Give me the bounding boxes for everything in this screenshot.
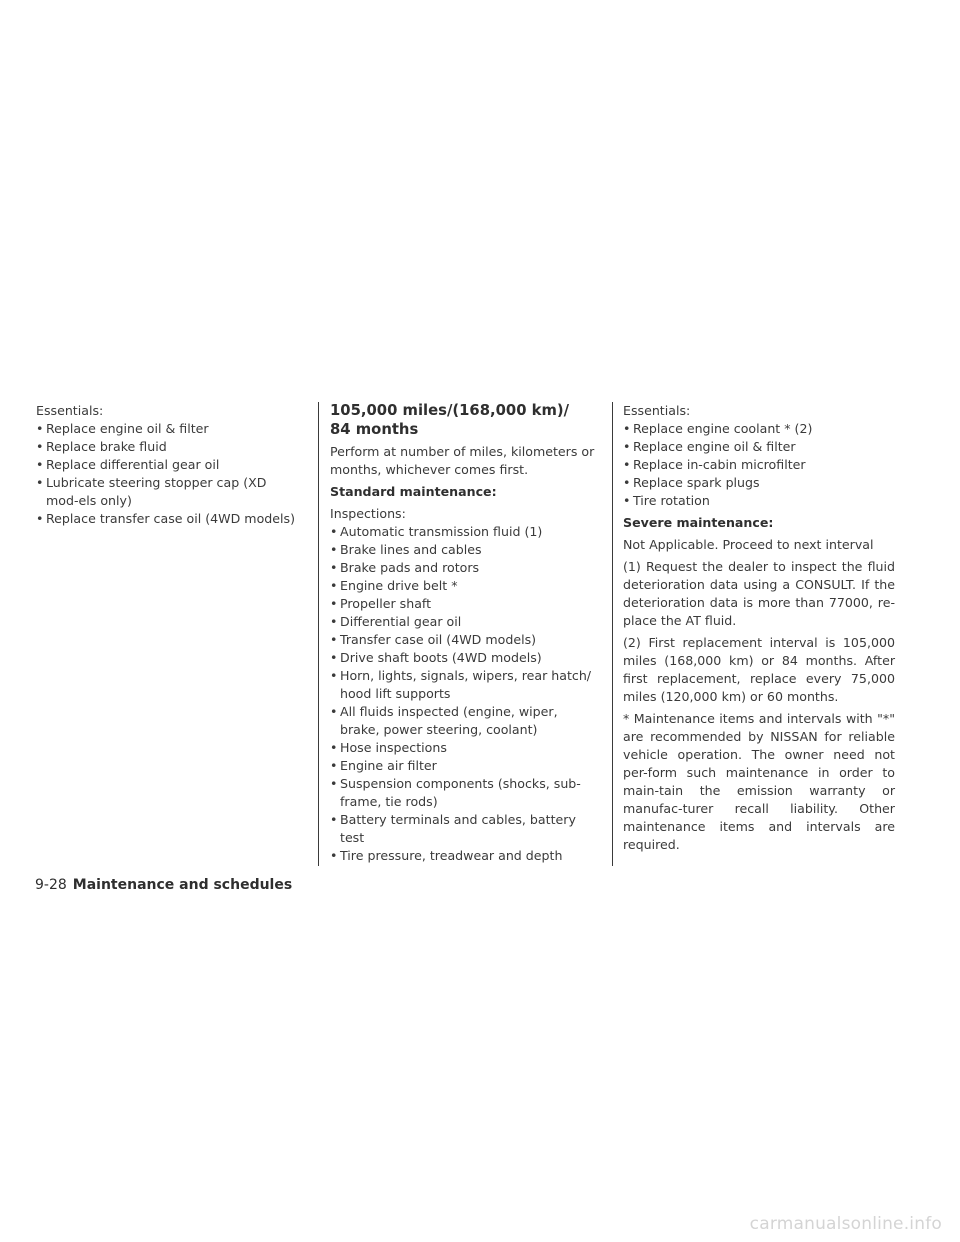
interval-intro: Perform at number of miles, kilometers or months, whichever comes first.: [330, 444, 595, 477]
section-title: Maintenance and schedules: [72, 877, 293, 893]
essentials-label: Essentials:: [36, 403, 104, 418]
list-item: • Replace in-cabin microfilter: [623, 456, 895, 474]
interval-heading: [330, 401, 601, 439]
essentials-list: [36, 420, 302, 528]
severe-maintenance-text: Not Applicable. Proceed to next interval: [623, 537, 874, 552]
list-item: • Replace engine oil & filter: [623, 438, 895, 456]
list-item: • Differential gear oil: [330, 613, 601, 631]
list-item: • Replace differential gear oil: [36, 456, 302, 474]
list-item: • Transfer case oil (4WD models): [330, 631, 601, 649]
interval-heading-line1: 105,000 miles/(168,000 km)/: [330, 402, 570, 419]
list-item: • Automatic transmission fluid (1): [330, 523, 601, 541]
list-item: • Engine air filter: [330, 757, 601, 775]
page-footer: [35, 876, 292, 894]
list-item: • Replace brake fluid: [36, 438, 302, 456]
list-item: • Tire rotation: [623, 492, 895, 510]
severe-maintenance-label: Severe maintenance:: [623, 515, 774, 530]
inspections-list: [330, 523, 601, 865]
list-item: • Tire pressure, treadwear and depth: [330, 847, 601, 865]
standard-maintenance-label: Standard maintenance:: [330, 484, 497, 499]
list-item: • Replace engine oil & filter: [36, 420, 302, 438]
watermark: carmanualsonline.info: [749, 1214, 942, 1234]
essentials-label: Essentials:: [623, 403, 691, 418]
list-item: • Lubricate steering stopper cap (XD mod-els only): [36, 474, 302, 510]
list-item: • Horn, lights, signals, wipers, rear hatch/ hood lift supports: [330, 667, 601, 703]
list-item: • Brake lines and cables: [330, 541, 601, 559]
list-item: • Propeller shaft: [330, 595, 601, 613]
footnote-2: (2) First replacement interval is 105,000 miles (168,000 km) or 84 months. After first replacement, replace every 75,000 miles (120,000 km) or 60 months.: [623, 635, 895, 704]
list-item: • Suspension components (shocks, sub-frame, tie rods): [330, 775, 601, 811]
footnote-3: * Maintenance items and intervals with "*" are recommended by NISSAN for reliable vehicle operation. The owner need not per-form such maintenance in order to main-tain the emission warranty or manufac-turer recall liability. Other maintenance items and intervals are required.: [623, 711, 895, 852]
list-item: • Battery terminals and cables, battery test: [330, 811, 601, 847]
list-item: • Engine drive belt *: [330, 577, 601, 595]
footnote-1: (1) Request the dealer to inspect the fluid deterioration data using a CONSULT. If the deterioration data is more than 77000, re-place the AT fluid.: [623, 559, 895, 628]
interval-heading-line2: 84 months: [330, 421, 419, 438]
list-item: • Hose inspections: [330, 739, 601, 757]
column-2: [330, 402, 601, 865]
column-1: [36, 402, 302, 528]
page-number: 9-28: [35, 877, 67, 893]
list-item: • Brake pads and rotors: [330, 559, 601, 577]
list-item: • Drive shaft boots (4WD models): [330, 649, 601, 667]
list-item: • Replace spark plugs: [623, 474, 895, 492]
column-divider: [318, 402, 319, 866]
column-divider: [612, 402, 613, 866]
list-item: • All fluids inspected (engine, wiper, brake, power steering, coolant): [330, 703, 601, 739]
essentials-list: [623, 420, 895, 510]
list-item: • Replace engine coolant * (2): [623, 420, 895, 438]
list-item: • Replace transfer case oil (4WD models): [36, 510, 302, 528]
column-3: [623, 402, 895, 854]
inspections-label: Inspections:: [330, 506, 406, 521]
